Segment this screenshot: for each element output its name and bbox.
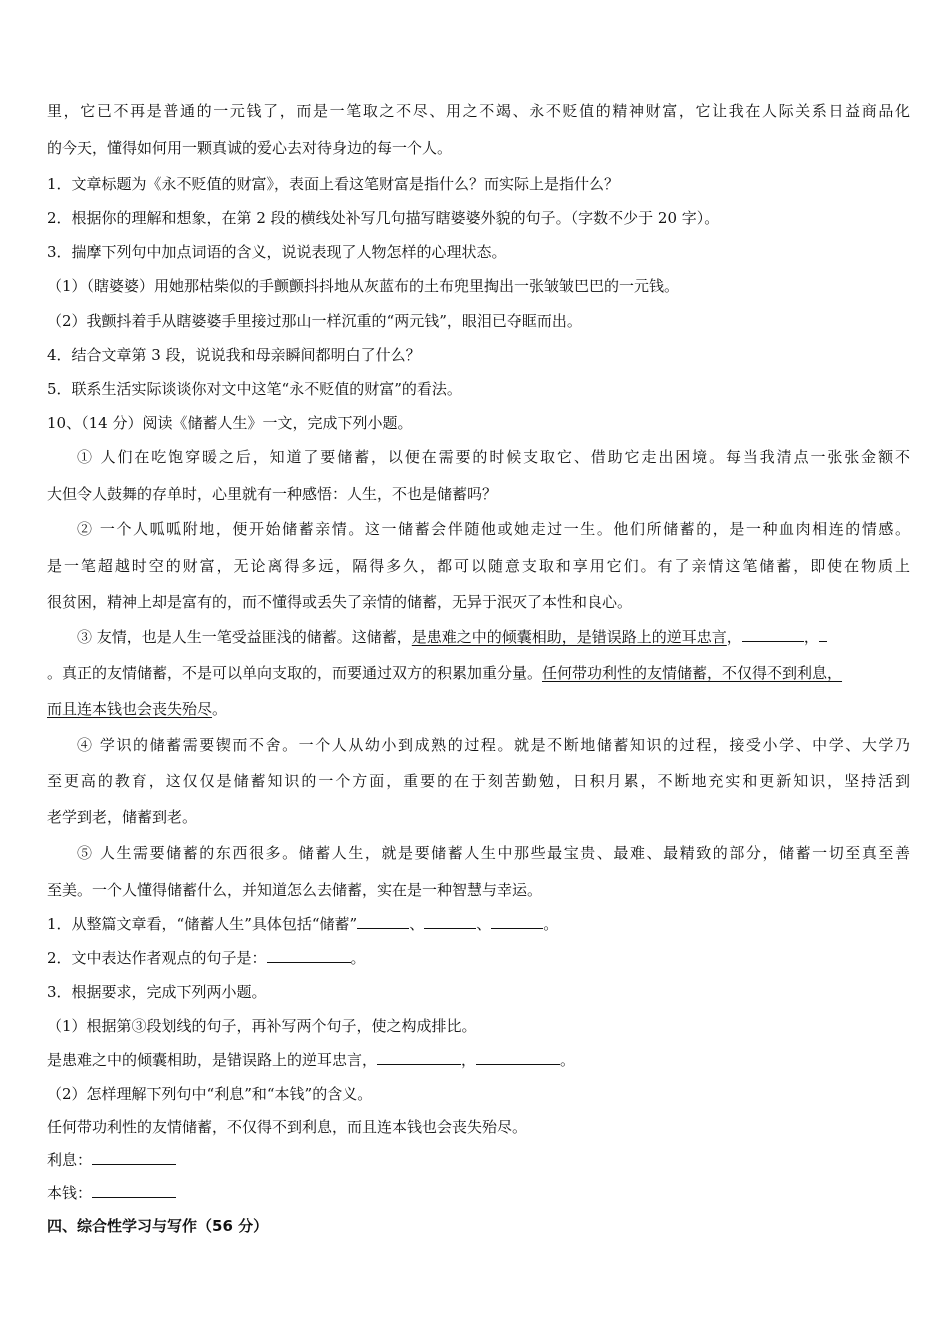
para-3-line-3 xyxy=(47,699,910,719)
para-3-line-2 xyxy=(47,663,910,683)
continued-line-1: 里，它已不再是普通的一元钱了，而是一笔取之不尽、用之不竭、永不贬值的精神财富，它让我在人际关系日益商品化 xyxy=(47,102,910,120)
question-1-text: 1．从整篇文章看，“储蓄人生”具体包括“储蓄” xyxy=(47,915,358,933)
para-3-period: 。 xyxy=(212,700,228,718)
answer-blank-1c[interactable] xyxy=(491,914,543,929)
question-1-sep-2: 、 xyxy=(476,915,492,933)
q9-item-5: 5．联系生活实际谈谈你对文中这笔“永不贬值的财富”的看法。 xyxy=(47,380,462,398)
question-3-1-sep: ， xyxy=(461,1051,477,1069)
para-3-underlined-sentence: 是患难之中的倾囊相助，是错误路上的逆耳忠言 xyxy=(411,628,727,646)
question-3-1: （1）根据第③段划线的句子，再补写两个句子，使之构成排比。 xyxy=(47,1017,477,1035)
question-3: 3．根据要求，完成下列两小题。 xyxy=(47,983,267,1001)
para-3-underlined-capital: 而且连本钱也会丧失殆尽 xyxy=(47,700,213,718)
q9-item-4: 4．结合文章第 3 段，说说我和母亲瞬间都明白了什么？ xyxy=(47,346,421,364)
question-3-1-text xyxy=(47,1050,910,1070)
para-3-blank-1[interactable] xyxy=(742,627,804,642)
question-1 xyxy=(47,914,910,934)
question-3-2: （2）怎样理解下列句中“利息”和“本钱”的含义。 xyxy=(47,1085,373,1103)
answer-blank-1b[interactable] xyxy=(424,914,476,929)
q9-item-3: 3．揣摩下列句中加点词语的含义，说说表现了人物怎样的心理状态。 xyxy=(47,243,507,261)
question-3-1-sentence: 是患难之中的倾囊相助，是错误路上的逆耳忠言， xyxy=(47,1051,378,1069)
para-3-comma-2: ， xyxy=(803,628,819,646)
question-1-sep-1: 、 xyxy=(409,915,425,933)
section-4-title: 四、综合性学习与写作（56 分） xyxy=(47,1217,269,1235)
para-2-line-3: 很贫困，精神上却是富有的，而不懂得或丢失了亲情的储蓄，无异于泯灭了本性和良心。 xyxy=(47,593,633,611)
para-3-blank-2[interactable] xyxy=(819,627,827,642)
lixi-answer xyxy=(47,1150,910,1170)
answer-blank-1a[interactable] xyxy=(357,914,409,929)
q9-item-1: 1．文章标题为《永不贬值的财富》，表面上看这笔财富是指什么？而实际上是指什么？ xyxy=(47,175,620,193)
para-5-line-2: 至美。一个人懂得储蓄什么，并知道怎么去储蓄，实在是一种智慧与幸运。 xyxy=(47,881,543,899)
answer-blank-3-1b[interactable] xyxy=(476,1050,560,1065)
question-3-2-text: 任何带功利性的友情储蓄，不仅得不到利息，而且连本钱也会丧失殆尽。 xyxy=(47,1118,528,1136)
para-4-line-3: 老学到老，储蓄到老。 xyxy=(47,808,198,826)
benqian-answer xyxy=(47,1183,910,1203)
para-5-line-1: ⑤ 人生需要储蓄的东西很多。储蓄人生，就是要储蓄人生中那些最宝贵、最难、最精致的部分，储蓄一切至真至善 xyxy=(77,844,910,862)
q9-item-3-1: （1）（瞎婆婆）用她那枯柴似的手颤颤抖抖地从灰蓝布的土布兜里掏出一张皱皱巴巴的一元钱。 xyxy=(47,277,680,295)
para-2-line-2: 是一笔超越时空的财富，无论离得多远，隔得多久，都可以随意支取和享用它们。有了亲情这笔储蓄，即使在物质上 xyxy=(47,557,910,575)
answer-blank-2[interactable] xyxy=(267,948,351,963)
para-1-line-2: 大但令人鼓舞的存单时，心里就有一种感悟：人生，不也是储蓄吗？ xyxy=(47,485,498,503)
question-1-end: 。 xyxy=(543,915,559,933)
question-2 xyxy=(47,948,910,968)
question-2-text: 2．文中表达作者观点的句子是： xyxy=(47,949,267,967)
para-3-text-2: 。真正的友情储蓄，不是可以单向支取的，而要通过双方的积累加重分量。 xyxy=(47,664,543,682)
q9-item-2: 2．根据你的理解和想象，在第 2 段的横线处补写几句描写瞎婆婆外貌的句子。（字数不少于 20 字）。 xyxy=(47,209,720,227)
benqian-blank[interactable] xyxy=(92,1183,176,1198)
para-2-line-1: ② 一个人呱呱附地，便开始储蓄亲情。这一储蓄会伴随他或她走过一生。他们所储蓄的，是一种血肉相连的情感。 xyxy=(77,520,910,538)
question-2-end: 。 xyxy=(350,949,366,967)
lixi-label: 利息： xyxy=(47,1151,93,1169)
continued-line-2: 的今天，懂得如何用一颗真诚的爱心去对待身边的每一个人。 xyxy=(47,139,453,157)
para-3-comma: ， xyxy=(726,628,742,646)
para-3-underlined-utility: 任何带功利性的友情储蓄，不仅得不到利息， xyxy=(542,664,843,682)
para-4-line-1: ④ 学识的储蓄需要锲而不舍。一个人从幼小到成熟的过程。就是不断地储蓄知识的过程，接受小学、中学、大学乃 xyxy=(77,736,910,754)
para-1-line-1: ① 人们在吃饱穿暖之后，知道了要储蓄，以便在需要的时候支取它、借助它走出困境。每当我清点一张张金额不 xyxy=(77,448,910,466)
para-4-line-2: 至更高的教育，这仅仅是储蓄知识的一个方面，重要的在于刻苦勤勉，日积月累，不断地充实和更新知识，坚持活到 xyxy=(47,772,910,790)
lixi-blank[interactable] xyxy=(92,1150,176,1165)
para-3-line-1 xyxy=(77,627,910,647)
para-3-text: ③ 友情，也是人生一笔受益匪浅的储蓄。这储蓄， xyxy=(77,628,412,646)
question-3-1-end: 。 xyxy=(560,1051,576,1069)
q10-header: 10、（14 分）阅读《储蓄人生》一文，完成下列小题。 xyxy=(47,414,413,432)
answer-blank-3-1a[interactable] xyxy=(377,1050,461,1065)
q9-item-3-2: （2）我颤抖着手从瞎婆婆手里接过那山一样沉重的“两元钱”，眼泪已夺眶而出。 xyxy=(47,312,582,330)
benqian-label: 本钱： xyxy=(47,1184,93,1202)
